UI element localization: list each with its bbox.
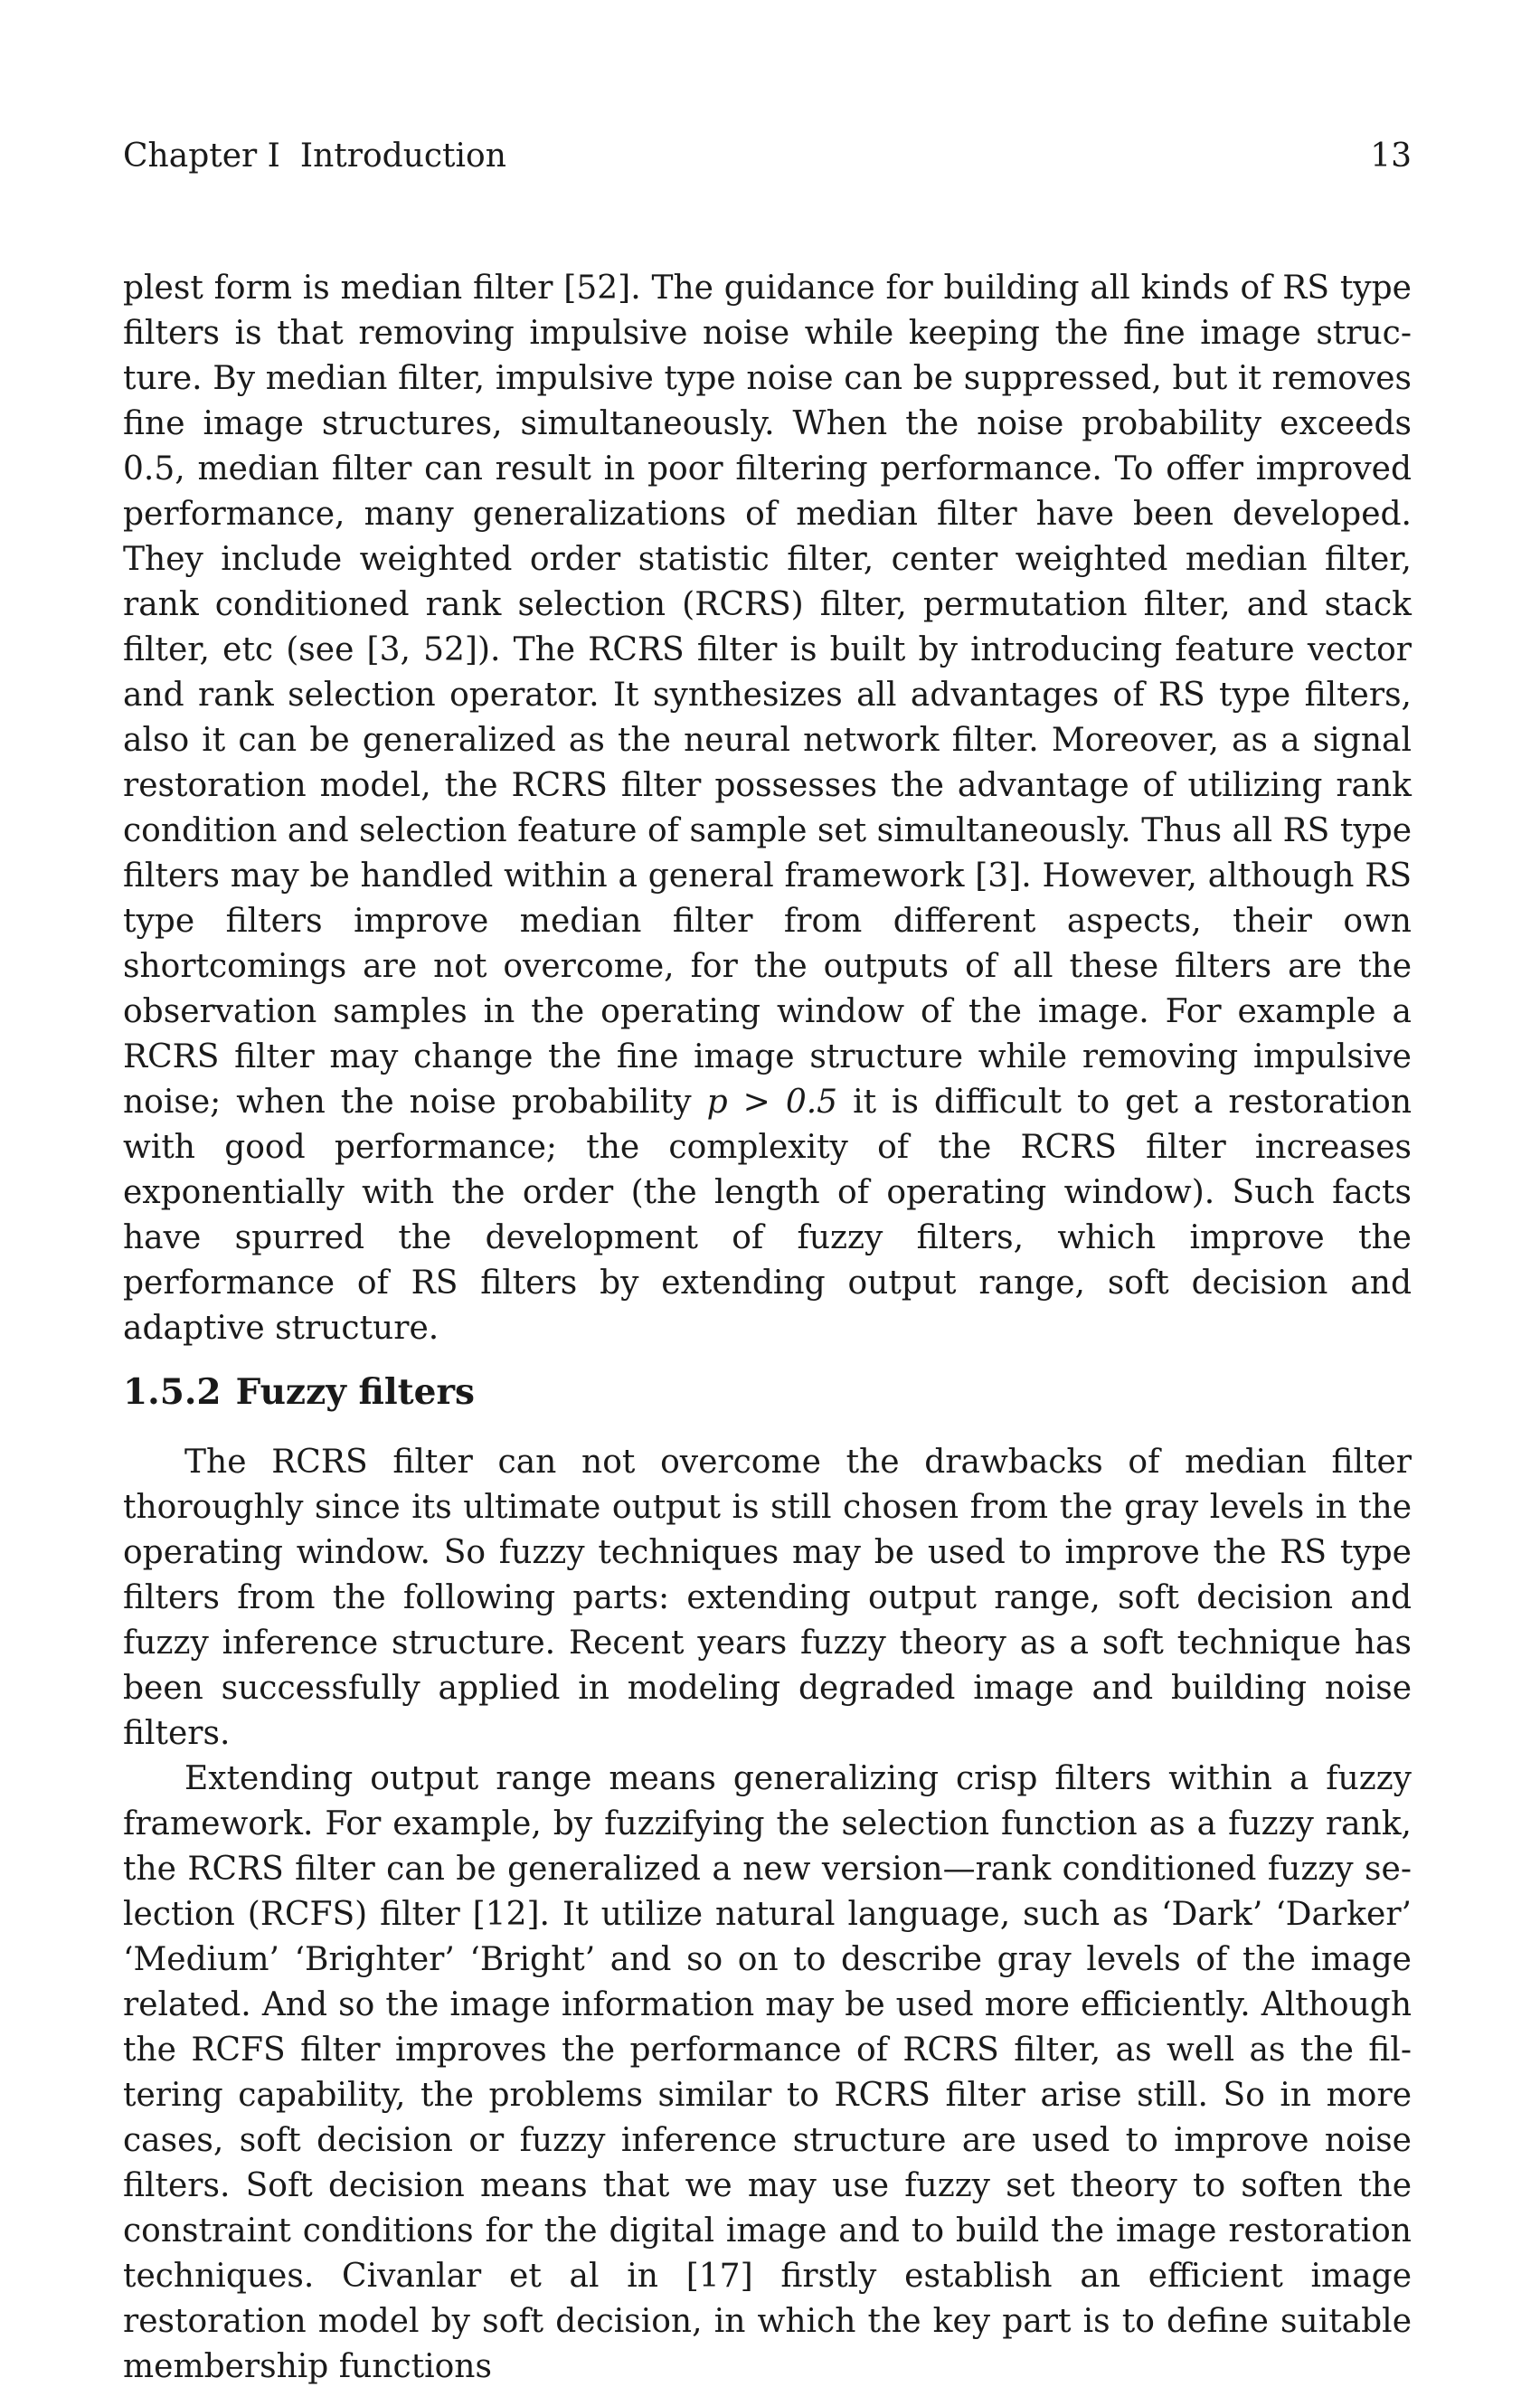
section-heading xyxy=(123,1369,1412,1415)
chapter-title: Introduction xyxy=(299,137,506,175)
paragraph-text-tail: it is difficult to get a restoration with good performance; the complexity of the RCRS filter increases exponentially with the order (the length of operating window). Such facts have spurred the development of fuzzy filters, which improve the performance of RS filters by extending output range, soft decision and adaptive structure. xyxy=(123,1084,1412,1347)
section-number: 1.5.2 xyxy=(123,1371,222,1413)
paragraph: Extending output range means generalizing crisp filters within a fuzzy framework. For example, by fuzzifying the selection function as a fuzzy rank, the RCRS filter can be generalized a new version—rank conditioned fuzzy selection (RCFS) filter [12]. It utilize natural language, such as ‘Dark’ ‘Darker’ ‘Medium’ ‘Brighter’ ‘Bright’ and so on to describe gray levels of the image related. And so the image information may be used more efficiently. Although the RCFS filter improves the performance of RCRS filter, as well as the filtering capability, the problems similar to RCRS filter arise still. So in more cases, soft decision or fuzzy inference structure are used to improve noise filters. Soft decision means that we may use fuzzy set theory to soften the constraint conditions for the digital image and to build the image restoration techniques. Civanlar et al in [17] firstly establish an efficient image restoration model by soft decision, in which the key part is to define suitable membership functions xyxy=(123,1760,1412,2385)
inline-math: p > 0.5 xyxy=(706,1084,838,1121)
section-title: Fuzzy filters xyxy=(235,1371,475,1413)
chapter-label: Chapter I xyxy=(123,137,280,175)
paragraph-text: plest form is median filter [52]. The guidance for building all kinds of RS type filters is that removing impulsive noise while keeping the fine image structure. By median filter, impulsive type noise can be suppressed, but it removes fine image structures, simultaneously. When the noise probability exceeds 0.5, median filter can result in poor filtering performance. To offer improved performance, many generalizations of median filter have been developed. They include weighted order statistic filter, center weighted median filter, rank conditioned rank selection (RCRS) filter, permutation filter, and stack filter, etc (see [3, 52]). The RCRS filter is built by introducing feature vector and rank selection operator. It synthesizes all advantages of RS type filters, also it can be generalized as the neural network filter. Moreover, as a signal restoration model, the RCRS filter possesses the advantage of utilizing rank condition and selection feature of sample set simultaneously. Thus all RS type filters may be handled within a general framework [3]. However, although RS type filters improve median filter from different aspects, their own shortcomings are not overcome, for the outputs of all these filters are the observation samples in the operating window of the image. For example a RCRS filter may change the fine image structure while removing impulsive noise; when the noise probability xyxy=(123,270,1412,1121)
running-head xyxy=(123,134,1412,179)
page xyxy=(123,134,1412,2390)
paragraph: The RCRS filter can not overcome the drawbacks of median filter thoroughly since its ultimate output is still chosen from the gray levels in the operating window. So fuzzy techniques may be used to improve the RS type filters from the following parts: extending output range, soft decision and fuzzy inference structure. Recent years fuzzy theory as a soft technique has been successfully applied in modeling degraded image and building noise filters. xyxy=(123,1444,1412,1752)
page-number: 13 xyxy=(1370,137,1412,175)
paragraph-continued xyxy=(123,266,1412,1351)
body-text xyxy=(123,266,1412,2390)
running-head-left xyxy=(123,134,506,179)
